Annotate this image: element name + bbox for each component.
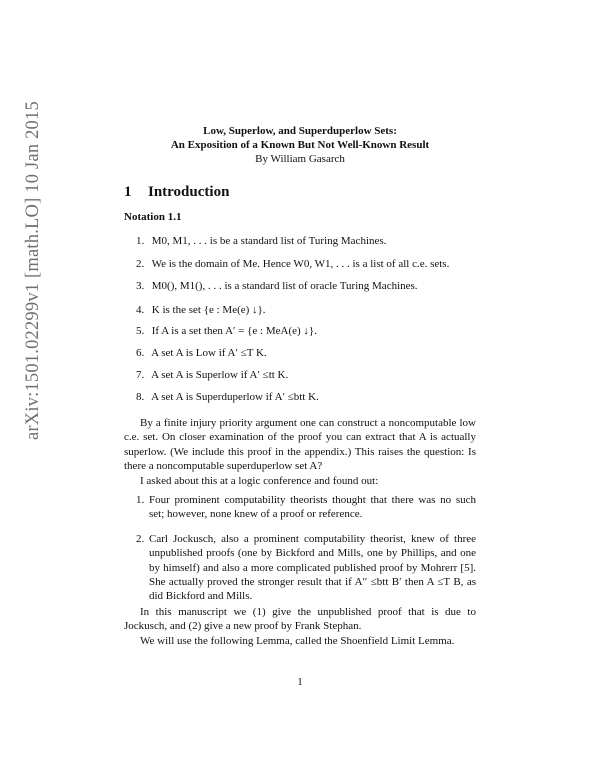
paragraph-asked: I asked about this at a logic conference and found out: (140, 475, 379, 487)
item-number: 3. (136, 280, 145, 292)
title-block (120, 124, 480, 166)
section-title: Introduction (148, 184, 230, 200)
notation-item (136, 304, 266, 316)
finding-item (136, 532, 476, 604)
title-line-2: An Exposition of a Known But Not Well-Known Result (170, 139, 430, 151)
item-number: 5. (136, 325, 145, 337)
page-number: 1 (297, 676, 303, 688)
notation-item (136, 347, 267, 359)
notation-item (136, 235, 386, 247)
item-number: 2. (136, 258, 145, 270)
title-line-1: Low, Superlow, and Superduperlow Sets: (203, 125, 397, 137)
item-text: M0(), M1(), . . . is a standard list of oracle Turing Machines. (151, 280, 418, 292)
author-line: By William Gasarch (255, 153, 345, 165)
notation-item (136, 369, 288, 381)
section-number: 1 (124, 184, 132, 200)
notation-item (136, 325, 317, 337)
item-number: 1. (136, 235, 145, 247)
item-number: 8. (136, 391, 145, 403)
item-text: A set A is Superduperlow if A′ ≤btt K. (151, 391, 319, 403)
item-text: M0, M1, . . . is be a standard list of Turing Machines. (151, 235, 387, 247)
notation-label: Notation 1.1 (124, 211, 182, 223)
finding-item (136, 493, 476, 522)
item-text: A set A is Low if A′ ≤T K. (151, 347, 267, 359)
notation-item (136, 258, 449, 270)
item-text: A set A is Superlow if A′ ≤tt K. (151, 369, 289, 381)
finding-text: Four prominent computability theorists thought that there was no such set; however, none knew of a proof or reference. (149, 494, 476, 521)
arxiv-identifier: arXiv:1501.02299v1 [math.LO] 10 Jan 2015 (23, 101, 43, 440)
notation-item (136, 280, 418, 292)
findings-list (136, 493, 476, 604)
finding-text: Carl Jockusch, also a prominent computability theorist, knew of three unpublished proofs (one by Bickford and Mills, one by Phillips, and one by himself) and also a more complicated published proof by Mohrerr [5]. She actually proved the stronger result that if A′′ ≤btt B′ then A ≤T B, as did Bickford and Mills. (149, 532, 476, 603)
paragraph-lemma: We will use the following Lemma, called the Shoenfield Limit Lemma. (140, 635, 455, 647)
item-number: 7. (136, 369, 145, 381)
finding-number: 1. (136, 494, 145, 506)
item-text: We is the domain of Me. Hence W0, W1, . . . is a list of all c.e. sets. (151, 258, 450, 270)
section-heading (124, 184, 229, 201)
item-text: If A is a set then A′ = {e : MeA(e) ↓}. (151, 325, 317, 337)
item-number: 4. (136, 304, 145, 316)
finding-number: 2. (136, 532, 145, 545)
item-text: K is the set {e : Me(e) ↓}. (151, 304, 266, 316)
notation-item (136, 391, 319, 403)
paragraph-intro: By a finite injury priority argument one can construct a noncomputable low c.e. set. On closer examination of the proof you can extract that A is actually superlow. (We include this proof in the appendix.) This raises the question: Is there a noncomputable superduperlow set A? (124, 417, 476, 473)
item-number: 6. (136, 347, 145, 359)
paragraph-manuscript: In this manuscript we (1) give the unpublished proof that is due to Jockusch, and (2) give a new proof by Frank Stephan. (124, 606, 476, 633)
